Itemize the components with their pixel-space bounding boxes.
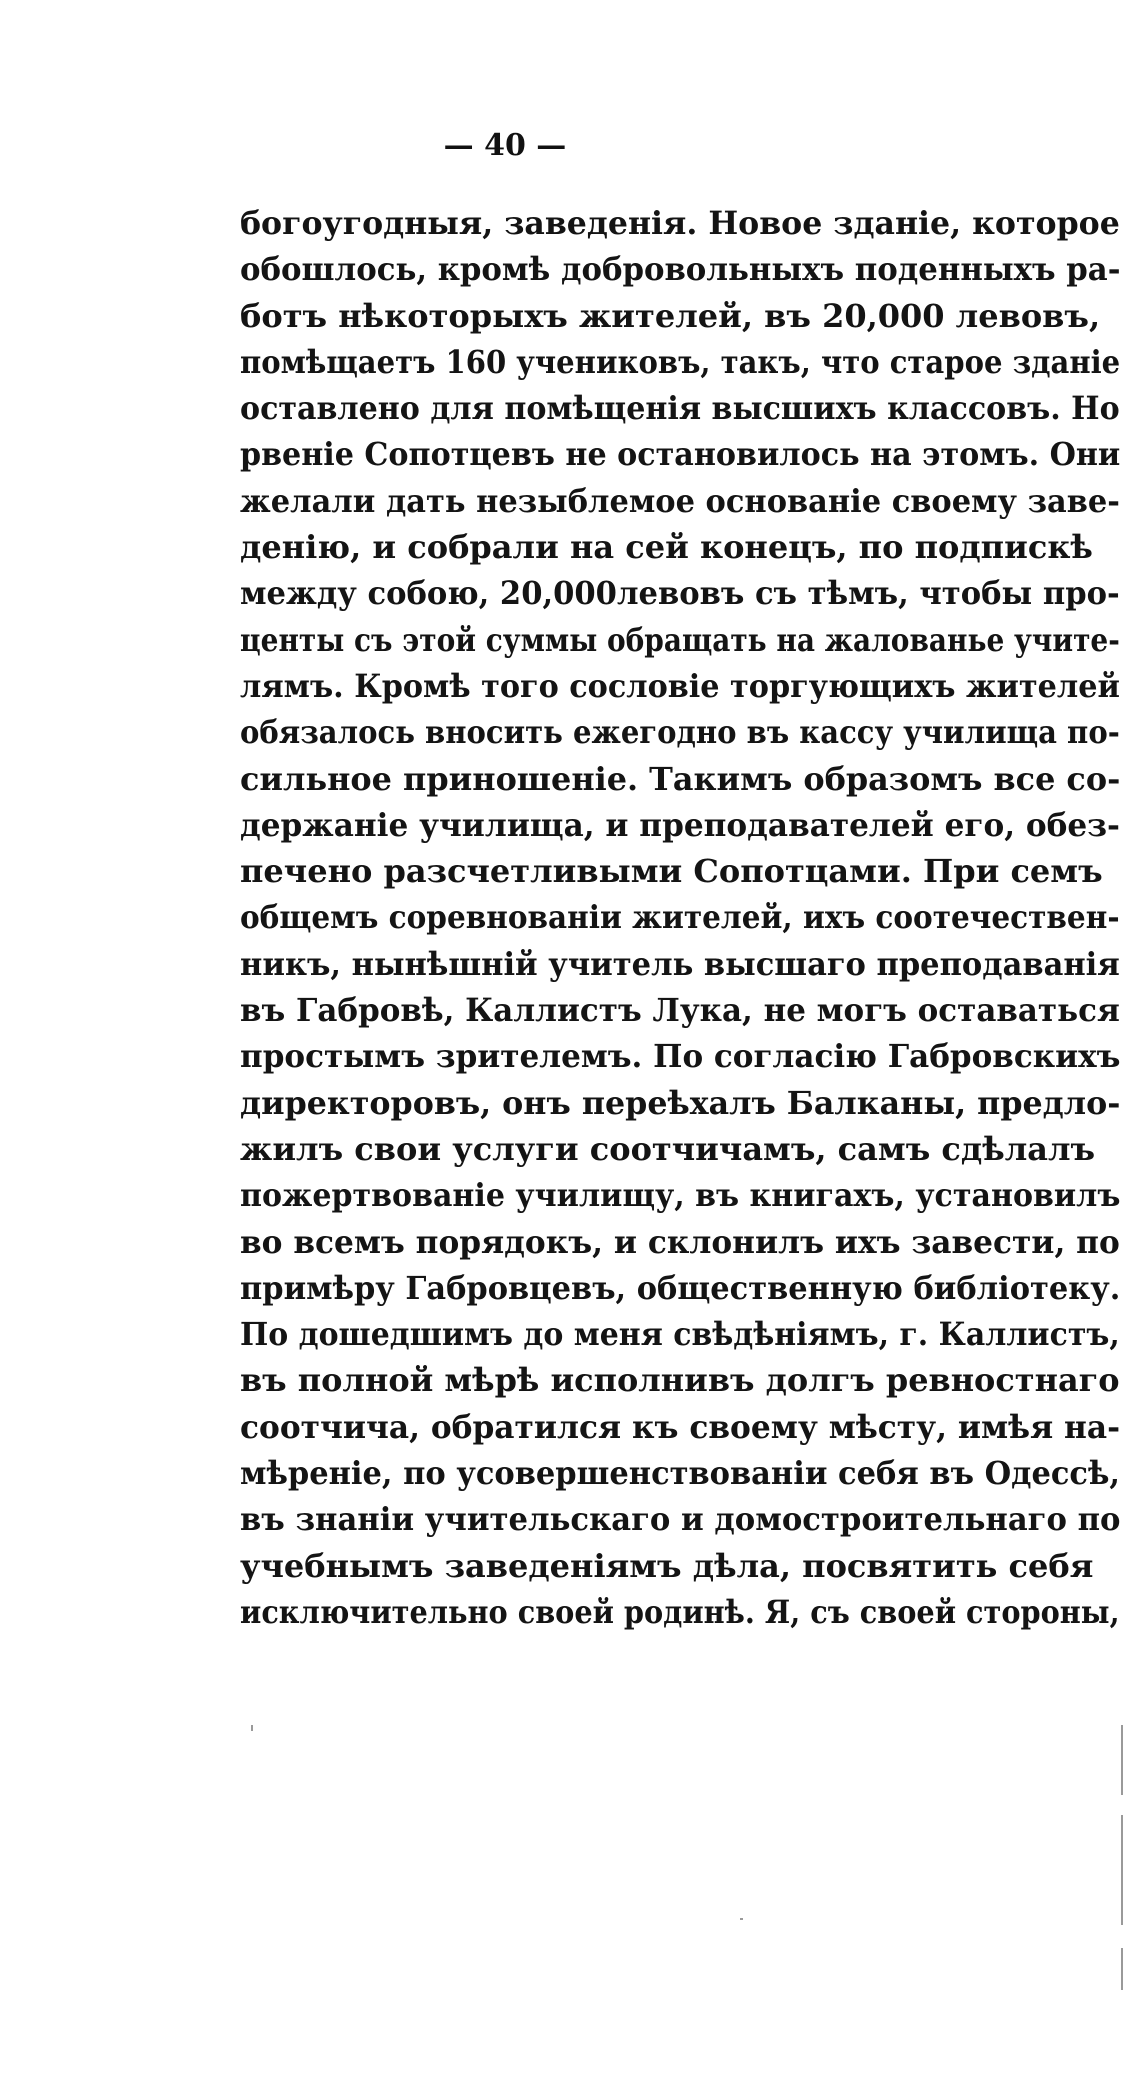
text-line: мѣреніе, по усовершенствованіи себя въ Одессѣ,	[240, 1454, 1121, 1493]
text-line: соотчича, обратился къ своему мѣсту, имѣя на-	[240, 1407, 1121, 1446]
text-line: примѣру Габровцевъ, общественную библіотеку.	[240, 1268, 1121, 1307]
text-line: въ Габровѣ, Каллистъ Лука, не могъ оставаться	[240, 991, 1120, 1030]
text-line: обязалось вносить ежегодно въ кассу училища по-	[240, 713, 1120, 752]
text-line: помѣщаетъ 160 учениковъ, такъ, что старое зданіе	[240, 342, 1121, 381]
scan-edge-mark	[1121, 1948, 1123, 1990]
text-line: учебнымъ заведеніямъ дѣла, посвятить себя	[240, 1546, 1094, 1585]
text-line: въ знаніи учительскаго и домостроительнаго по	[240, 1500, 1121, 1539]
text-line: лямъ. Кромѣ того сословіе торгующихъ жителей	[240, 666, 1120, 705]
text-line: никъ, нынѣшній учитель высшаго преподаванія	[240, 944, 1120, 983]
text-line: пожертвованіе училищу, въ книгахъ, установилъ	[240, 1176, 1121, 1215]
text-line: печено разсчетливыми Сопотцами. При семъ	[240, 852, 1103, 891]
scan-speck	[251, 1725, 253, 1731]
text-line: во всемъ порядокъ, и склонилъ ихъ завести, по	[240, 1222, 1120, 1261]
text-line: простымъ зрителемъ. По согласію Габровскихъ	[240, 1037, 1121, 1076]
text-line: держаніе училища, и преподавателей его, обез-	[240, 805, 1120, 844]
text-line: между собою, 20,000левовъ съ тѣмъ, чтобы про-	[240, 574, 1120, 613]
text-line: директоровъ, онъ переѣхалъ Балканы, предло-	[240, 1083, 1121, 1122]
text-line: денію, и собрали на сей конецъ, по подпискѣ	[240, 528, 1093, 567]
text-line: исключительно своей родинѣ. Я, съ своей стороны,	[240, 1592, 1120, 1631]
text-line: ботъ нѣкоторыхъ жителей, въ 20,000 левовъ,	[240, 296, 1101, 335]
text-line: жилъ свои услуги соотчичамъ, самъ сдѣлалъ	[240, 1129, 1096, 1168]
body-text	[240, 200, 1130, 1635]
text-line: обошлось, кромѣ добровольныхъ поденныхъ ра-	[240, 250, 1121, 289]
scan-edge-mark	[1121, 1815, 1123, 1925]
text-line: въ полной мѣрѣ исполнивъ долгъ ревностнаго	[240, 1361, 1120, 1400]
page-number: — 40 —	[443, 128, 567, 163]
text-line: богоугодныя, заведенія. Новое зданіе, которое	[240, 204, 1120, 242]
text-line: желали дать незыблемое основаніе своему заве-	[240, 481, 1120, 520]
text-line: сильное приношеніе. Такимъ образомъ все со-	[240, 759, 1121, 798]
text-line: общемъ соревнованіи жителей, ихъ соотечествен-	[240, 898, 1120, 937]
text-line: оставлено для помѣщенія высшихъ классовъ. Но	[240, 389, 1120, 428]
text-line: центы съ этой суммы обращать на жалованье учите-	[240, 620, 1120, 659]
text-line: рвеніе Сопотцевъ не остановилось на этомъ. Они	[240, 435, 1121, 474]
scan-edge-mark	[1121, 1725, 1123, 1795]
text-line: По дошедшимъ до меня свѣдѣніямъ, г. Каллистъ,	[240, 1315, 1120, 1354]
scan-speck	[740, 1918, 743, 1920]
